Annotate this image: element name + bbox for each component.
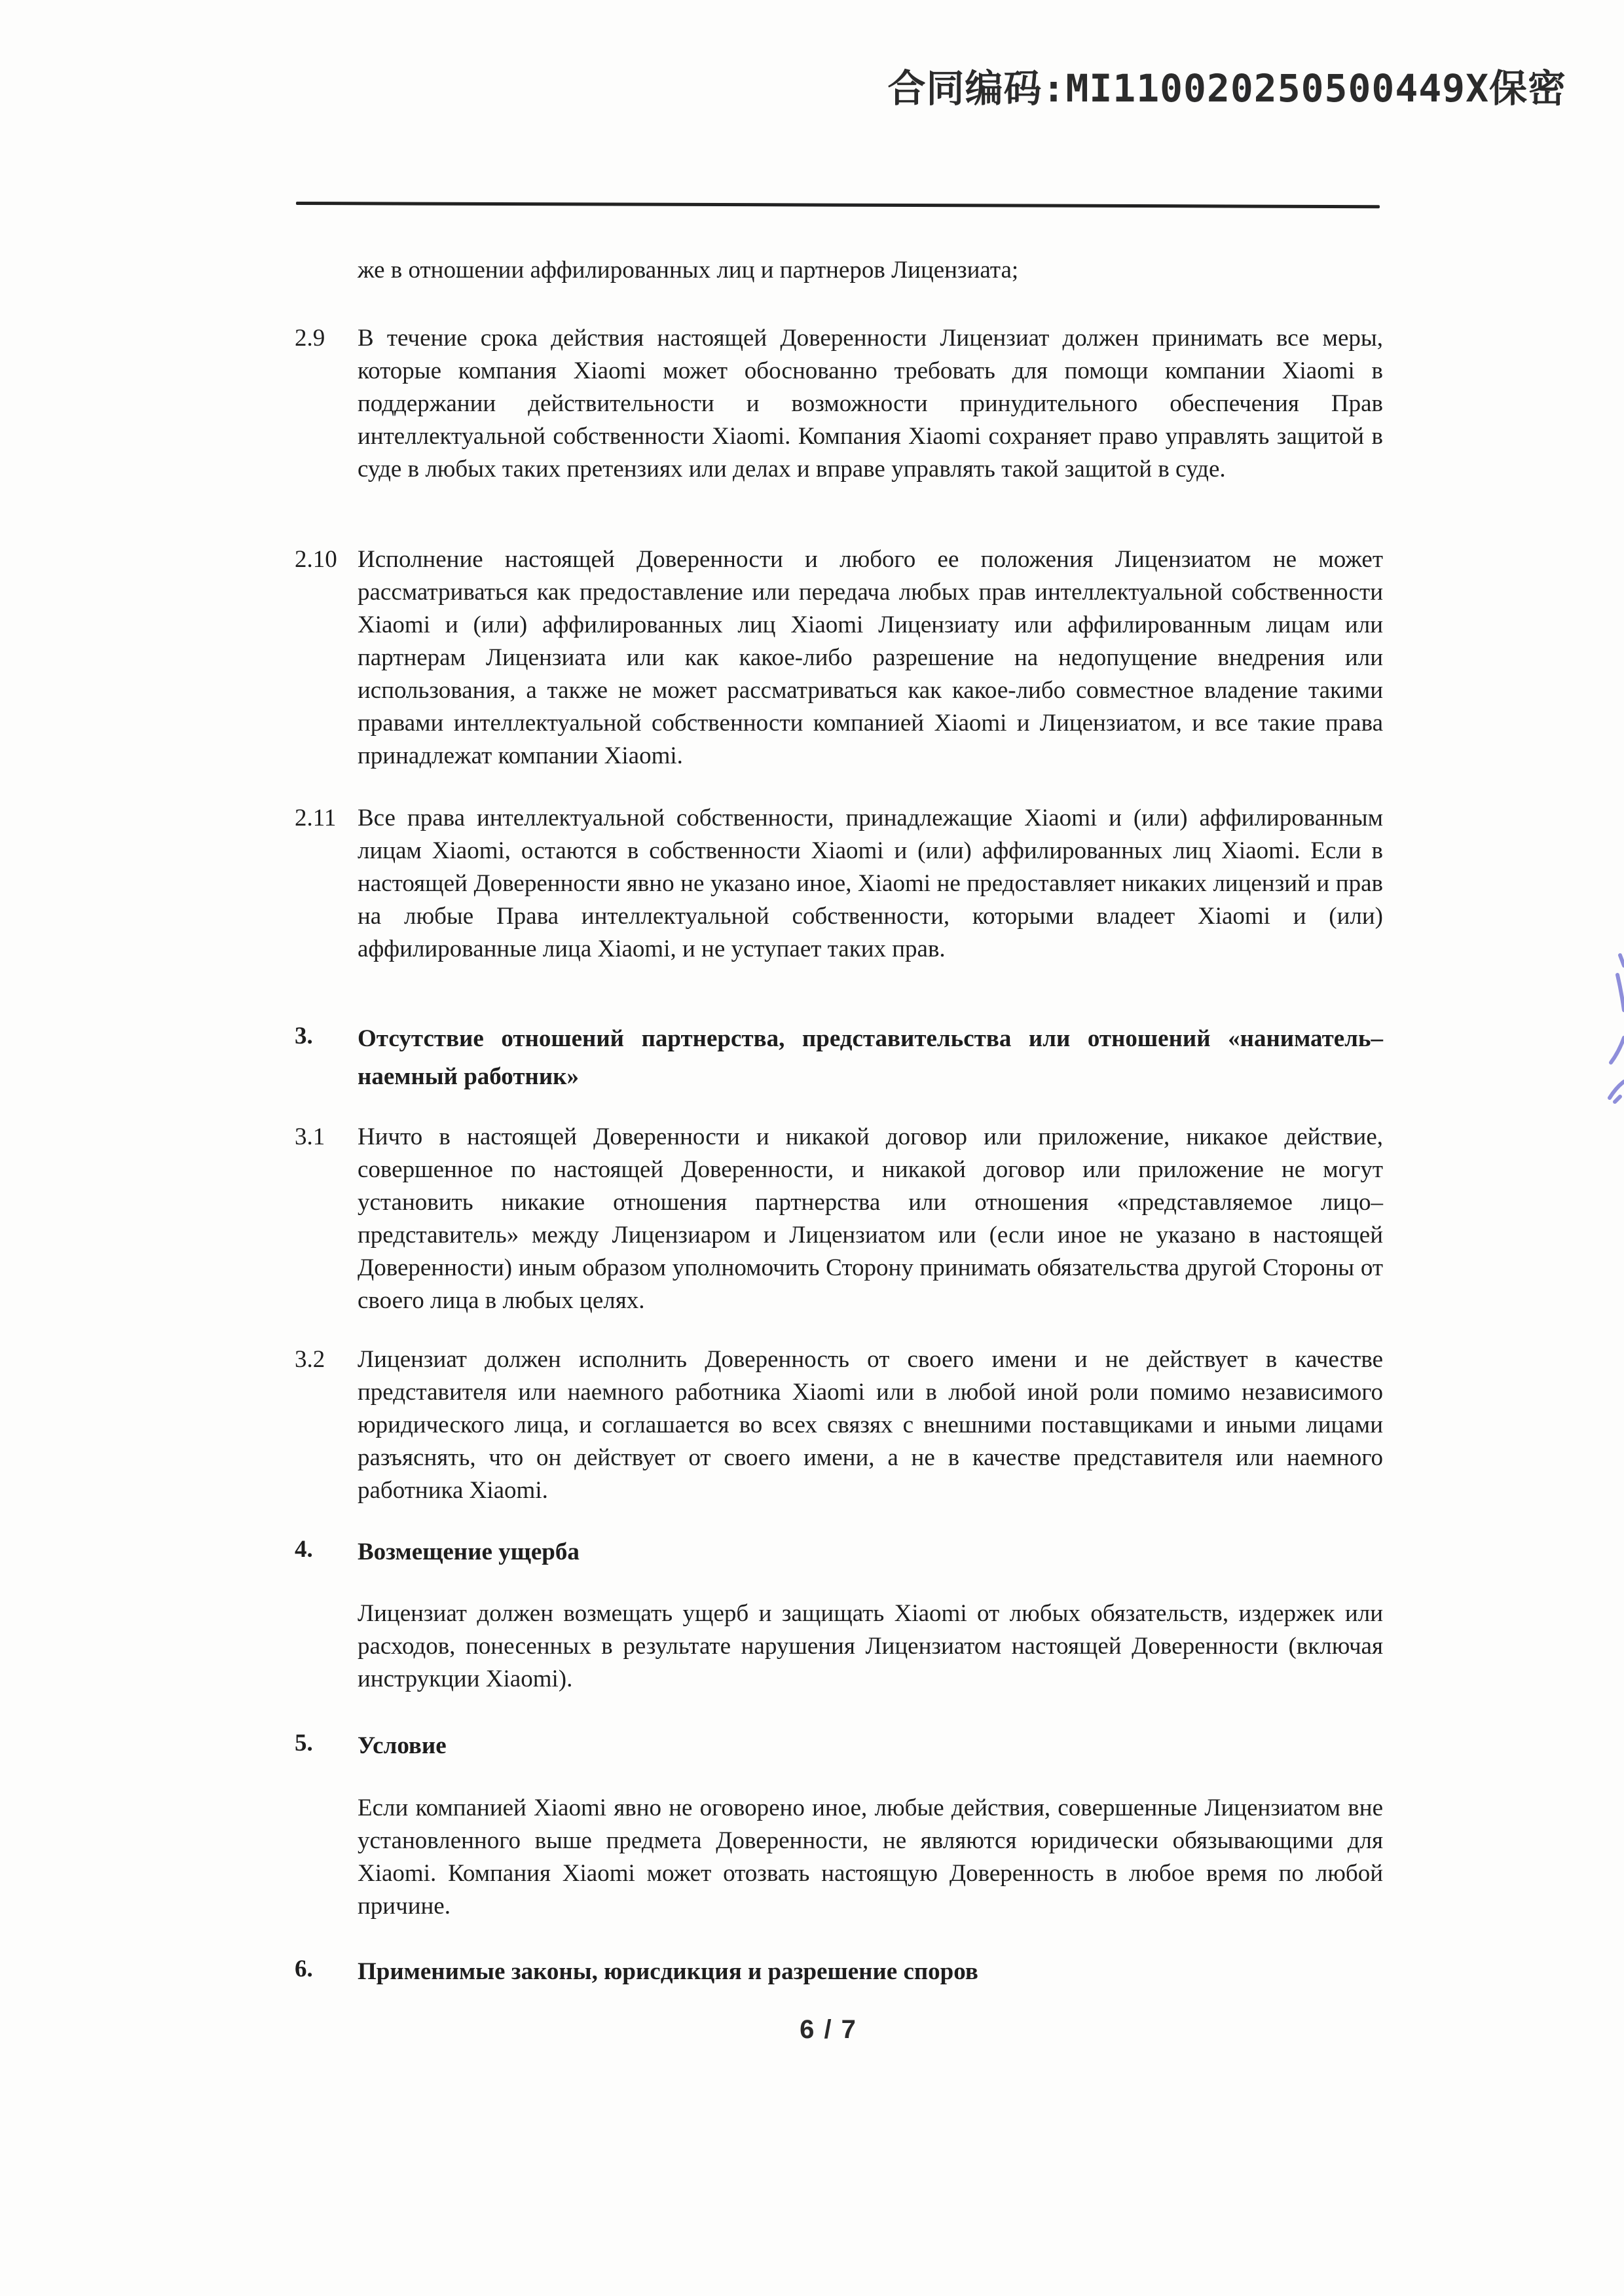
section-heading-6 bbox=[295, 1953, 1383, 1991]
continuation-text: же в отношении аффилированных лиц и партнеров Лицензиата; bbox=[358, 257, 1019, 283]
section-heading-5 bbox=[295, 1727, 1383, 1765]
clause-number: 3.2 bbox=[295, 1346, 325, 1373]
clause-text: Все права интеллектуальной собственности, принадлежащие Xiaomi и (или) аффилированным лицам Xiaomi, остаются в собственности Xiaomi и (или) аффилированных лиц Xiaomi. Если в настоящей Доверенности явно не указано иное, Xiaomi не предоставляет никаких лицензий и прав на любые Права интеллектуальной собственности, которыми владеет Xiaomi и (или) аффилированные лица Xiaomi, и не уступает таких прав. bbox=[358, 805, 1383, 962]
clause-3-2 bbox=[295, 1343, 1383, 1507]
clause-text: Исполнение настоящей Доверенности и любого ее положения Лицензиатом не может рассматриваться как предоставление или передача любых прав интеллектуальной собственности Xiaomi и (или) аффилированных лиц Xiaomi Лицензиату или аффилированным лицам или партнерам Лицензиата или как какое-либо разрешение на недопущение внедрения или использования, а также не может рассматриваться как какое-либо совместное владение такими правами интеллектуальной собственности компанией Xiaomi и Лицензиатом, и все такие права принадлежат компании Xiaomi. bbox=[358, 546, 1383, 769]
section-number: 4. bbox=[295, 1536, 313, 1563]
contract-code-header: 合同编码:MI110020250500449X保密 bbox=[887, 66, 1566, 111]
continuation-paragraph bbox=[295, 254, 1383, 287]
ink-stroke bbox=[1610, 1082, 1624, 1098]
ink-stroke bbox=[1620, 955, 1624, 966]
ink-stroke bbox=[1615, 1097, 1620, 1102]
clause-2-9 bbox=[295, 322, 1383, 486]
clause-text: Ничто в настоящей Доверенности и никакой договор или приложение, никакое действие, совершенное по настоящей Доверенности, и никакой договор или приложение не могут установить никакие отношения партнерства или отношения «представляемое лицо–представитель» между Лицензиаром и Лицензиатом или (если иное не указано в настоящей Доверенности) иным образом уполномочить Сторону принимать обязательства другой Стороны от своего лица в любых целях. bbox=[358, 1123, 1383, 1314]
ink-stroke bbox=[1617, 975, 1624, 1010]
section-title: Применимые законы, юрисдикция и разрешение споров bbox=[358, 1958, 978, 1985]
section-number: 6. bbox=[295, 1956, 313, 1982]
paragraph-text: Если компанией Xiaomi явно не оговорено иное, любые действия, совершенные Лицензиатом вне установленного выше предмета Доверенности, не являются юридически обязывающими для Xiaomi. Компания Xiaomi может отозвать настоящую Доверенность в любое время по любой причине. bbox=[358, 1795, 1383, 1920]
clause-number: 3.1 bbox=[295, 1123, 325, 1150]
section-title: Отсутствие отношений партнерства, представительства или отношений «наниматель–наемный работник» bbox=[358, 1025, 1383, 1090]
clause-2-11 bbox=[295, 802, 1383, 966]
section-number: 5. bbox=[295, 1730, 313, 1757]
section-title: Возмещение ущерба bbox=[358, 1539, 580, 1565]
section-heading-4 bbox=[295, 1533, 1383, 1571]
header-divider-line bbox=[296, 202, 1380, 208]
page-number: 6 / 7 bbox=[800, 2015, 857, 2044]
section-number: 3. bbox=[295, 1023, 313, 1049]
clause-text: В течение срока действия настоящей Доверенности Лицензиат должен принимать все меры, которые компания Xiaomi может обоснованно требовать для помощи компании Xiaomi в поддержании действительности и возможности принудительного обеспечения Прав интеллектуальной собственности Xiaomi. Компания Xiaomi сохраняет право управлять защитой в суде в любых таких претензиях или делах и вправе управлять такой защитой в суде. bbox=[358, 325, 1383, 483]
clause-2-10 bbox=[295, 543, 1383, 773]
condition-paragraph bbox=[295, 1792, 1383, 1923]
clause-number: 2.9 bbox=[295, 325, 325, 352]
clause-text: Лицензиат должен исполнить Доверенность от своего имени и не действует в качестве представителя или наемного работника Xiaomi или в любой иной роли помимо независимого юридического лица, и соглашается во всех связях с внешними поставщиками и иными лицами разъяснять, что он действует от своего имени, а не в качестве представителя или наемного работника Xiaomi. bbox=[358, 1346, 1383, 1504]
paragraph-text: Лицензиат должен возмещать ущерб и защищать Xiaomi от любых обязательств, издержек или расходов, понесенных в результате нарушения Лицензиатом настоящей Доверенности (включая инструкции Xiaomi). bbox=[358, 1600, 1383, 1692]
indemnity-paragraph bbox=[295, 1597, 1383, 1696]
ink-stroke bbox=[1611, 1038, 1624, 1063]
section-title: Условие bbox=[358, 1732, 447, 1759]
handwritten-ink-marks bbox=[1606, 946, 1624, 1110]
section-heading-3 bbox=[295, 1020, 1383, 1096]
clause-number: 2.10 bbox=[295, 546, 337, 573]
clause-3-1 bbox=[295, 1121, 1383, 1317]
clause-number: 2.11 bbox=[295, 805, 337, 831]
